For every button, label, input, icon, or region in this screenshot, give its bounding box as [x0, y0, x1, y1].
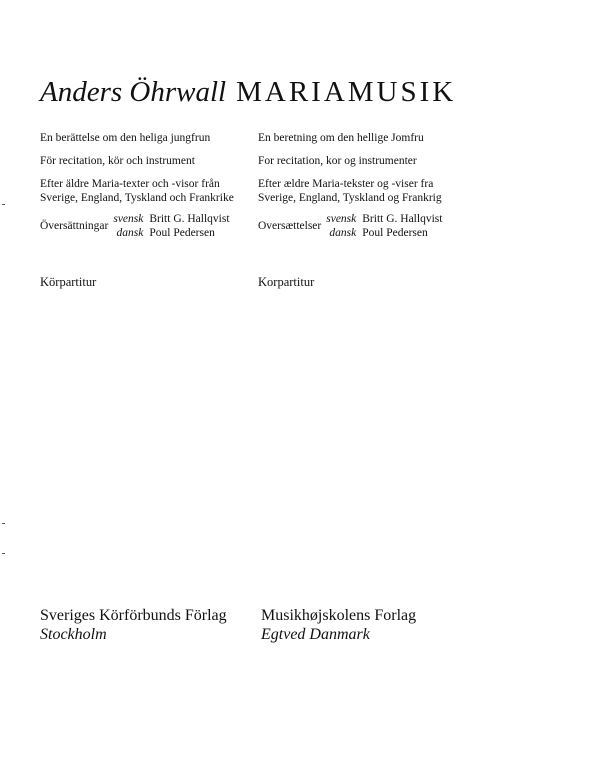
- swedish-performance: För recitation, kör och instrument: [40, 155, 195, 167]
- danish-translators: [362, 212, 442, 240]
- danish-lang-dansk: dansk: [329, 227, 357, 239]
- margin-mark: [2, 523, 5, 524]
- swedish-publisher: Sveriges Körförbunds Förlag: [40, 607, 227, 624]
- danish-translation-languages: [326, 212, 356, 240]
- swedish-source-line2: Sverige, England, Tyskland och Frankrike: [40, 192, 234, 204]
- author-name: Anders Öhrwall: [40, 76, 227, 108]
- danish-translator-2: Poul Pedersen: [362, 227, 428, 239]
- swedish-translation-languages: [113, 212, 143, 240]
- danish-city: Egtved Danmark: [261, 626, 370, 643]
- danish-translations: [258, 212, 442, 240]
- danish-performance: For recitation, kor og instrumenter: [258, 155, 417, 167]
- margin-mark: [2, 553, 5, 554]
- danish-lang-svensk: svensk: [326, 213, 357, 225]
- danish-translator-1: Britt G. Hallqvist: [362, 213, 443, 225]
- swedish-translators: [149, 212, 229, 240]
- danish-score-type: Korpartitur: [258, 275, 315, 289]
- danish-source-line1: Efter ældre Maria-tekster og -viser fra: [258, 178, 434, 190]
- danish-description: En beretning om den hellige Jomfru: [258, 132, 424, 144]
- swedish-lang-dansk: dansk: [116, 227, 144, 239]
- swedish-translations-label: Översättningar: [40, 220, 109, 232]
- title-block: [40, 76, 456, 109]
- swedish-source-line1: Efter äldre Maria-texter och -visor från: [40, 178, 220, 190]
- danish-column: [258, 131, 442, 240]
- swedish-score-type: Körpartitur: [40, 275, 97, 289]
- danish-publisher: Musikhøjskolens Forlag: [261, 607, 417, 624]
- swedish-translations: [40, 212, 234, 240]
- swedish-translator-2: Poul Pedersen: [149, 227, 215, 239]
- swedish-city: Stockholm: [40, 626, 107, 643]
- danish-source: [258, 177, 442, 205]
- swedish-lang-svensk: svensk: [113, 213, 144, 225]
- swedish-translator-1: Britt G. Hallqvist: [149, 213, 230, 225]
- margin-mark: [2, 204, 5, 205]
- danish-source-line2: Sverige, England, Tyskland og Frankrig: [258, 192, 442, 204]
- swedish-description: En berättelse om den heliga jungfrun: [40, 132, 211, 144]
- danish-publisher-block: [261, 606, 416, 644]
- work-title: MARIAMUSIK: [236, 76, 457, 108]
- swedish-column: [40, 131, 234, 240]
- danish-translations-label: Oversættelser: [258, 220, 322, 232]
- swedish-source: [40, 177, 234, 205]
- swedish-publisher-block: [40, 606, 227, 644]
